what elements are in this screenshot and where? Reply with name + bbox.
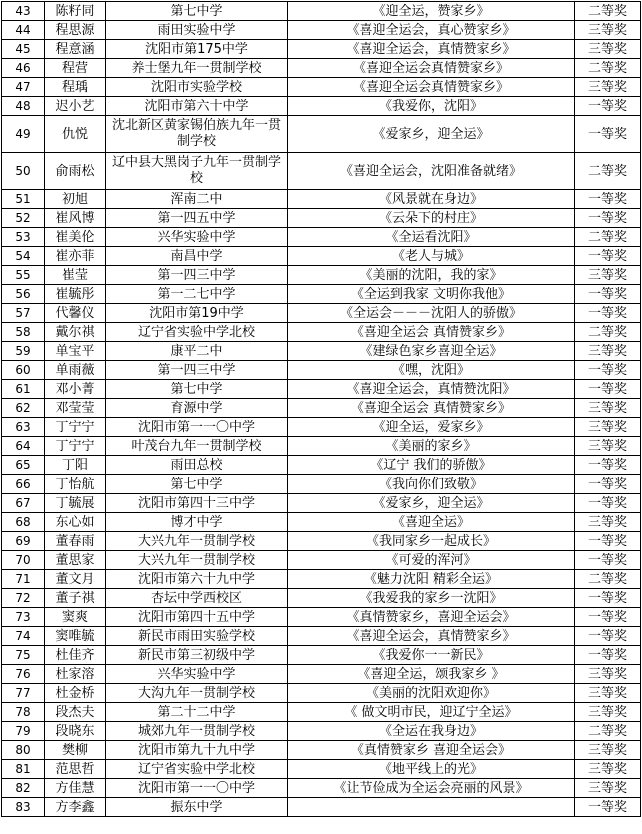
award-level-cell: 一等奖 [575,608,641,627]
row-number-cell: 55 [2,266,45,285]
essay-title-cell: 《美丽的沈阳欢迎你》 [288,684,575,703]
essay-title-cell: 《喜迎全运会，真情赞家乡》 [288,627,575,646]
student-name-cell: 代馨仪 [45,304,106,323]
school-name-cell: 新民市雨田实验学校 [106,627,288,646]
award-level-cell: 一等奖 [575,456,641,475]
row-number-cell: 50 [2,153,45,190]
essay-title-cell: 《云朵下的村庄》 [288,209,575,228]
essay-title-cell: 《嘿，沈阳》 [288,361,575,380]
row-number-cell: 69 [2,532,45,551]
award-level-cell: 一等奖 [575,646,641,665]
award-level-cell: 二等奖 [575,323,641,342]
table-row [2,266,641,285]
row-number-cell: 78 [2,703,45,722]
award-level-cell: 一等奖 [575,247,641,266]
award-level-cell: 三等奖 [575,399,641,418]
school-name-cell: 康平二中 [106,342,288,361]
student-name-cell: 仇悦 [45,116,106,153]
essay-title-cell: 《风景就在身边》 [288,190,575,209]
student-name-cell: 窦爽 [45,608,106,627]
student-name-cell: 董思家 [45,551,106,570]
table-row [2,399,641,418]
table-row [2,646,641,665]
award-level-cell: 三等奖 [575,418,641,437]
student-name-cell: 丁宁宁 [45,418,106,437]
school-name-cell: 沈阳市第六十九中学 [106,570,288,589]
table-row [2,380,641,399]
award-level-cell: 二等奖 [575,228,641,247]
essay-title-cell: 《喜迎全运会，真情赞沈阳》 [288,380,575,399]
essay-title-cell: 《迎全运，赞家乡》 [288,2,575,21]
table-row [2,437,641,456]
row-number-cell: 46 [2,59,45,78]
essay-title-cell [288,798,575,817]
table-row [2,59,641,78]
school-name-cell: 第一四五中学 [106,209,288,228]
school-name-cell: 大兴九年一贯制学校 [106,532,288,551]
table-row [2,304,641,323]
table-row [2,418,641,437]
row-number-cell: 72 [2,589,45,608]
essay-title-cell: 《喜迎全运会真情赞家乡》 [288,59,575,78]
student-name-cell: 崔毓彤 [45,285,106,304]
student-name-cell: 樊柳 [45,741,106,760]
table-row [2,741,641,760]
row-number-cell: 48 [2,97,45,116]
table-row [2,153,641,190]
student-name-cell: 程瑀 [45,78,106,97]
student-name-cell: 崔莹 [45,266,106,285]
table-row [2,116,641,153]
award-level-cell: 一等奖 [575,97,641,116]
school-name-cell: 第二十二中学 [106,703,288,722]
table-row [2,285,641,304]
row-number-cell: 79 [2,722,45,741]
school-name-cell: 沈阳市第六十中学 [106,97,288,116]
school-name-cell: 雨田总校 [106,456,288,475]
school-name-cell: 辽宁省实验中学北校 [106,323,288,342]
student-name-cell: 杜家溶 [45,665,106,684]
row-number-cell: 82 [2,779,45,798]
row-number-cell: 49 [2,116,45,153]
row-number-cell: 44 [2,21,45,40]
row-number-cell: 54 [2,247,45,266]
row-number-cell: 53 [2,228,45,247]
award-level-cell: 一等奖 [575,494,641,513]
row-number-cell: 67 [2,494,45,513]
row-number-cell: 43 [2,2,45,21]
essay-title-cell: 《全运到我家 文明你我他》 [288,285,575,304]
award-level-cell: 一等奖 [575,798,641,817]
school-name-cell: 沈阳市实验学校 [106,78,288,97]
row-number-cell: 66 [2,475,45,494]
school-name-cell: 沈阳市第四十五中学 [106,608,288,627]
student-name-cell: 段晓东 [45,722,106,741]
essay-title-cell: 《我爱你，沈阳》 [288,97,575,116]
row-number-cell: 76 [2,665,45,684]
row-number-cell: 57 [2,304,45,323]
row-number-cell: 59 [2,342,45,361]
school-name-cell: 雨田实验中学 [106,21,288,40]
student-name-cell: 窦唯毓 [45,627,106,646]
award-level-cell: 一等奖 [575,361,641,380]
award-level-cell: 一等奖 [575,551,641,570]
essay-title-cell: 《喜迎全运会 真情赞家乡》 [288,399,575,418]
school-name-cell: 兴华实验中学 [106,665,288,684]
award-level-cell: 一等奖 [575,116,641,153]
table-row [2,456,641,475]
student-name-cell: 陈籽同 [45,2,106,21]
award-level-cell: 二等奖 [575,570,641,589]
award-level-cell: 三等奖 [575,342,641,361]
student-name-cell: 崔亦菲 [45,247,106,266]
essay-title-cell: 《真情赞家乡 喜迎全运会》 [288,741,575,760]
school-name-cell: 沈北新区黄家锡伯族九年一贯制学校 [106,116,288,153]
student-name-cell: 崔美伦 [45,228,106,247]
award-level-cell: 一等奖 [575,475,641,494]
student-name-cell: 丁怡航 [45,475,106,494]
essay-title-cell: 《喜迎全运会，真情赞家乡》 [288,40,575,59]
row-number-cell: 62 [2,399,45,418]
row-number-cell: 70 [2,551,45,570]
row-number-cell: 71 [2,570,45,589]
table-row [2,209,641,228]
award-level-cell: 一等奖 [575,304,641,323]
award-level-cell: 一等奖 [575,209,641,228]
student-name-cell: 董子祺 [45,589,106,608]
school-name-cell: 浑南二中 [106,190,288,209]
table-row [2,40,641,59]
school-name-cell: 第一四三中学 [106,266,288,285]
student-name-cell: 单雨薇 [45,361,106,380]
school-name-cell: 沈阳市第一一〇中学 [106,418,288,437]
school-name-cell: 博才中学 [106,513,288,532]
table-row [2,722,641,741]
table-row [2,627,641,646]
award-level-cell: 一等奖 [575,285,641,304]
essay-title-cell: 《真情赞家乡，喜迎全运会》 [288,608,575,627]
table-row [2,361,641,380]
student-name-cell: 东心如 [45,513,106,532]
row-number-cell: 75 [2,646,45,665]
school-name-cell: 第一二七中学 [106,285,288,304]
row-number-cell: 65 [2,456,45,475]
row-number-cell: 81 [2,760,45,779]
essay-title-cell: 《建绿色家乡喜迎全运》 [288,342,575,361]
award-level-cell: 三等奖 [575,513,641,532]
essay-title-cell: 《让节俭成为全运会亮丽的风景》 [288,779,575,798]
award-level-cell: 三等奖 [575,665,641,684]
row-number-cell: 58 [2,323,45,342]
school-name-cell: 辽中县大黑岗子九年一贯制学校 [106,153,288,190]
essay-title-cell: 《老人与城》 [288,247,575,266]
table-row [2,190,641,209]
student-name-cell: 方佳慧 [45,779,106,798]
table-row [2,228,641,247]
table-row [2,589,641,608]
row-number-cell: 61 [2,380,45,399]
essay-title-cell: 《全运看沈阳》 [288,228,575,247]
school-name-cell: 第七中学 [106,380,288,399]
award-table [1,1,641,817]
school-name-cell: 叶茂台九年一贯制学校 [106,437,288,456]
award-level-cell: 二等奖 [575,59,641,78]
student-name-cell: 邓小菁 [45,380,106,399]
essay-title-cell: 《地平线上的光》 [288,760,575,779]
table-row [2,532,641,551]
student-name-cell: 迟小艺 [45,97,106,116]
essay-title-cell: 《美丽的家乡》 [288,437,575,456]
essay-title-cell: 《爱家乡，迎全运》 [288,494,575,513]
essay-title-cell: 《魅力沈阳 精彩全运》 [288,570,575,589]
student-name-cell: 单宝平 [45,342,106,361]
award-level-cell: 三等奖 [575,21,641,40]
essay-title-cell: 《喜迎全运》 [288,513,575,532]
school-name-cell: 沈阳市第九十九中学 [106,741,288,760]
row-number-cell: 68 [2,513,45,532]
award-level-cell: 三等奖 [575,437,641,456]
table-row [2,665,641,684]
student-name-cell: 丁宁宁 [45,437,106,456]
award-level-cell: 三等奖 [575,40,641,59]
student-name-cell: 丁阳 [45,456,106,475]
award-level-cell: 二等奖 [575,2,641,21]
essay-title-cell: 《喜迎全运会 真情赞家乡》 [288,323,575,342]
essay-title-cell: 《喜迎全运，颂我家乡 》 [288,665,575,684]
award-level-cell: 一等奖 [575,190,641,209]
school-name-cell: 沈阳市第四十三中学 [106,494,288,513]
school-name-cell: 沈阳市第19中学 [106,304,288,323]
essay-title-cell: 《喜迎全运会，真心赞家乡》 [288,21,575,40]
table-row [2,97,641,116]
award-level-cell: 一等奖 [575,532,641,551]
essay-title-cell: 《 做文明市民，迎辽宁全运》 [288,703,575,722]
table-row [2,78,641,97]
table-row [2,779,641,798]
school-name-cell: 第七中学 [106,2,288,21]
award-level-cell: 三等奖 [575,703,641,722]
student-name-cell: 杜佳齐 [45,646,106,665]
student-name-cell: 方李鑫 [45,798,106,817]
essay-title-cell: 《辽宁 我们的骄傲》 [288,456,575,475]
student-name-cell: 范思哲 [45,760,106,779]
award-level-cell: 三等奖 [575,741,641,760]
student-name-cell: 董文月 [45,570,106,589]
student-name-cell: 程营 [45,59,106,78]
school-name-cell: 第一四三中学 [106,361,288,380]
table-row [2,760,641,779]
student-name-cell: 杜金桥 [45,684,106,703]
row-number-cell: 64 [2,437,45,456]
essay-title-cell: 《我爱你一一新民》 [288,646,575,665]
school-name-cell: 新民市第三初级中学 [106,646,288,665]
student-name-cell: 初旭 [45,190,106,209]
row-number-cell: 63 [2,418,45,437]
table-row [2,323,641,342]
row-number-cell: 51 [2,190,45,209]
essay-title-cell: 《我爱我的家乡一沈阳》 [288,589,575,608]
table-row [2,570,641,589]
school-name-cell: 城郊九年一贯制学校 [106,722,288,741]
essay-title-cell: 《我向你们致敬》 [288,475,575,494]
essay-title-cell: 《美丽的沈阳，我的家》 [288,266,575,285]
student-name-cell: 俞雨松 [45,153,106,190]
student-name-cell: 崔风博 [45,209,106,228]
row-number-cell: 74 [2,627,45,646]
school-name-cell: 育源中学 [106,399,288,418]
row-number-cell: 60 [2,361,45,380]
school-name-cell: 大兴九年一贯制学校 [106,551,288,570]
award-level-cell: 三等奖 [575,78,641,97]
school-name-cell: 大沟九年一贯制学校 [106,684,288,703]
table-row [2,342,641,361]
school-name-cell: 沈阳市第175中学 [106,40,288,59]
table-row [2,2,641,21]
student-name-cell: 邓莹莹 [45,399,106,418]
row-number-cell: 73 [2,608,45,627]
award-level-cell: 三等奖 [575,266,641,285]
school-name-cell: 杏坛中学西校区 [106,589,288,608]
award-level-cell: 一等奖 [575,589,641,608]
student-name-cell: 段杰夫 [45,703,106,722]
award-level-cell: 三等奖 [575,684,641,703]
table-row [2,684,641,703]
award-level-cell: 三等奖 [575,779,641,798]
school-name-cell: 第七中学 [106,475,288,494]
award-level-cell: 一等奖 [575,627,641,646]
award-level-cell: 二等奖 [575,722,641,741]
student-name-cell: 程意涵 [45,40,106,59]
award-level-cell: 一等奖 [575,380,641,399]
table-row [2,247,641,266]
school-name-cell: 辽宁省实验中学北校 [106,760,288,779]
table-row [2,703,641,722]
row-number-cell: 80 [2,741,45,760]
table-row [2,798,641,817]
essay-title-cell: 《迎全运，爱家乡》 [288,418,575,437]
school-name-cell: 沈阳市第一一〇中学 [106,779,288,798]
school-name-cell: 南昌中学 [106,247,288,266]
essay-title-cell: 《我同家乡一起成长》 [288,532,575,551]
school-name-cell: 兴华实验中学 [106,228,288,247]
table-row [2,21,641,40]
school-name-cell: 振东中学 [106,798,288,817]
essay-title-cell: 《可爱的浑河》 [288,551,575,570]
essay-title-cell: 《喜迎全运会真情赞家乡》 [288,78,575,97]
row-number-cell: 77 [2,684,45,703]
award-level-cell: 二等奖 [575,153,641,190]
row-number-cell: 83 [2,798,45,817]
table-row [2,551,641,570]
student-name-cell: 戴尔祺 [45,323,106,342]
row-number-cell: 45 [2,40,45,59]
student-name-cell: 丁毓展 [45,494,106,513]
essay-title-cell: 《喜迎全运会，沈阳准备就绪》 [288,153,575,190]
table-row [2,494,641,513]
essay-title-cell: 《爱家乡，迎全运》 [288,116,575,153]
row-number-cell: 52 [2,209,45,228]
row-number-cell: 56 [2,285,45,304]
table-row [2,513,641,532]
essay-title-cell: 《全运在我身边》 [288,722,575,741]
row-number-cell: 47 [2,78,45,97]
table-row [2,475,641,494]
essay-title-cell: 《全运会－－－沈阳人的骄傲》 [288,304,575,323]
student-name-cell: 董春雨 [45,532,106,551]
award-level-cell: 三等奖 [575,760,641,779]
award-table-body [2,2,641,817]
school-name-cell: 养士堡九年一贯制学校 [106,59,288,78]
student-name-cell: 程思源 [45,21,106,40]
table-row [2,608,641,627]
